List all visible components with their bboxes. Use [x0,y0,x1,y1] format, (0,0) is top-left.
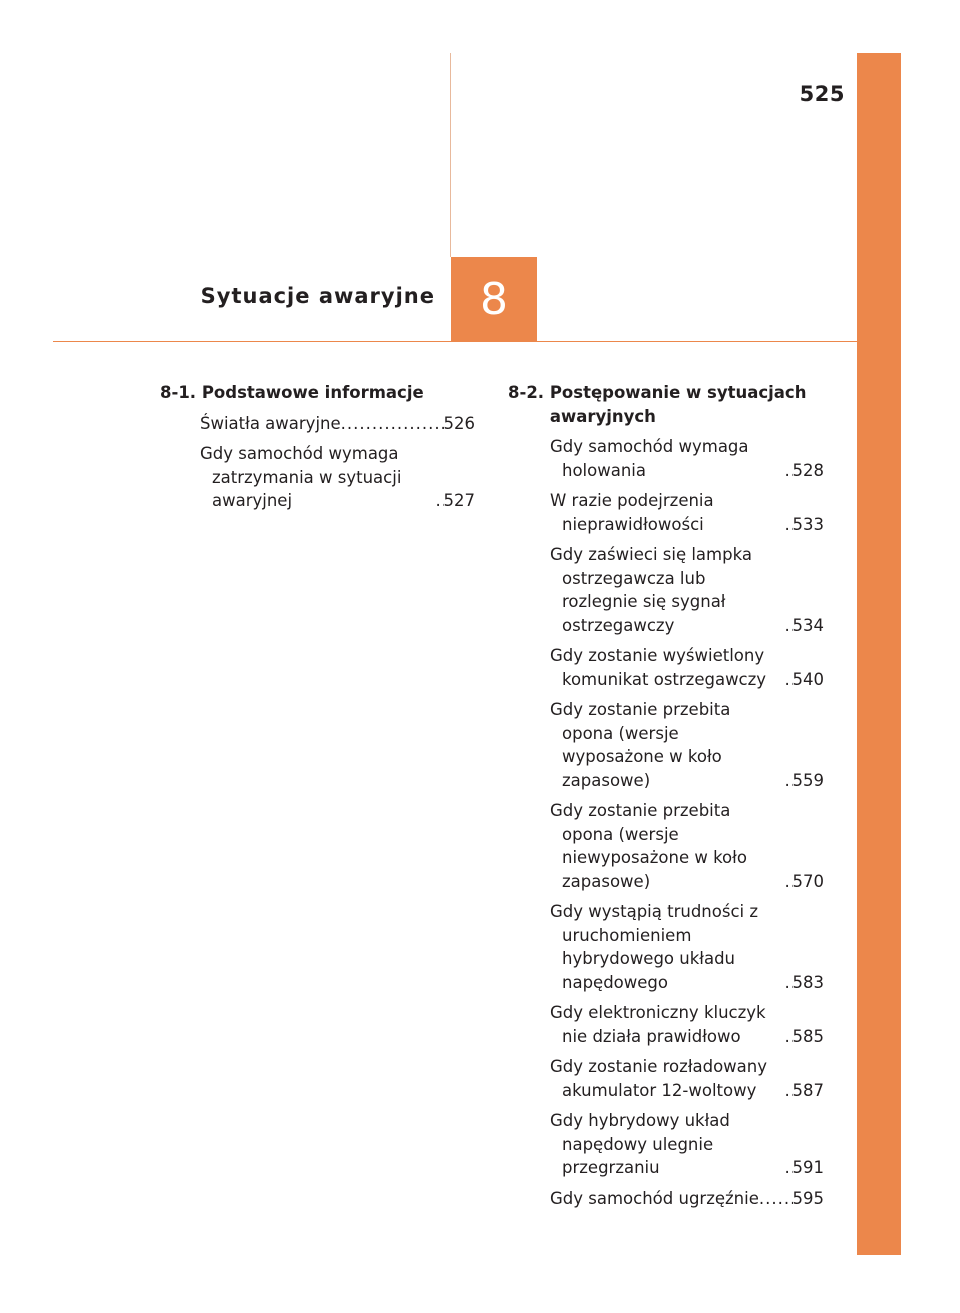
toc-entry-page: 526 [443,413,475,433]
toc-entry[interactable] [550,698,824,792]
toc-entry-page: 528 [792,460,824,480]
dot-leader [785,870,793,894]
toc-entry-title: Światła awaryjne [200,413,341,433]
dot-leader [785,513,793,537]
dot-leader [785,971,793,995]
page-number: 525 [799,82,845,106]
toc-entry-title: Gdy zostanie przebita opona (wersje wyposażone w koło zapasowe) [550,700,731,790]
toc-section-8-1 [160,381,475,513]
chapter-number: 8 [480,274,508,325]
toc-entry-title: Gdy elektroniczny kluczyk nie działa prawidłowo [550,1003,766,1046]
chapter-title: Sytuacje awaryjne [200,284,435,308]
toc-entry-title: W razie podejrzenia nieprawidłowości [550,491,714,534]
toc-entry-page: 583 [792,972,824,992]
toc-entry-title: Gdy zaświeci się lampka ostrzegawcza lub rozlegnie się sygnał ostrzegawczy [550,545,752,635]
section-title: Postępowanie w sytuacjach awaryjnych [549,383,807,426]
toc-entry[interactable] [550,489,824,536]
toc-entry[interactable] [550,1109,824,1180]
dot-leader [436,489,444,513]
header-divider-horizontal [53,341,857,342]
toc-entry[interactable] [200,442,475,513]
toc-entry-title: Gdy samochód wymaga zatrzymania w sytuacji awaryjnej [200,444,402,510]
toc-entry[interactable] [550,644,824,691]
dot-leader [785,769,793,793]
toc-entry[interactable] [550,1055,824,1102]
toc-entry-page: 595 [792,1188,824,1208]
toc-entry-page: 585 [792,1026,824,1046]
toc-entry-title: Gdy samochód wymaga holowania [550,437,749,480]
toc-entry[interactable] [550,900,824,994]
toc-entry[interactable] [550,543,824,637]
toc-entry-title: Gdy wystąpią trudności z uruchomieniem hybrydowego układu napędowego [550,902,759,992]
toc-entry-page: 587 [792,1080,824,1100]
toc-entry-page: 533 [792,514,824,534]
chapter-side-tab [857,53,901,1255]
toc-entry-page: 591 [792,1158,824,1177]
toc-entry-list [508,435,824,1210]
section-number: 8-2. [508,383,545,402]
toc-entry-page: 570 [792,871,824,891]
chapter-number-box [451,257,537,342]
toc-entry-page: 540 [792,669,824,689]
dot-leader [785,1025,793,1049]
toc-entry-title: Gdy samochód ugrzęźnie [550,1188,759,1208]
toc-entry[interactable] [550,1001,824,1048]
dot-leader [341,412,444,436]
section-heading [508,381,824,428]
toc-entry-list [160,412,475,513]
section-number: 8-1. [160,383,197,402]
toc-section-8-2 [508,381,824,1210]
toc-entry-page: 534 [792,615,824,635]
section-title: Podstawowe informacje [201,383,424,402]
toc-entry-page: 527 [443,491,475,510]
dot-leader [785,459,793,483]
toc-entry[interactable] [550,435,824,482]
header-divider-vertical [450,53,451,257]
dot-leader [785,668,793,692]
toc-entry[interactable] [550,1187,824,1211]
dot-leader [759,1187,793,1211]
toc-entry[interactable] [550,799,824,893]
toc-entry-title: Gdy zostanie przebita opona (wersje niewyposażone w koło zapasowe) [550,801,747,891]
toc-entry-page: 559 [792,770,824,790]
section-heading [160,381,475,405]
toc-entry-title: Gdy hybrydowy układ napędowy ulegnie przegrzaniu [550,1111,730,1177]
toc-entry[interactable] [200,412,475,436]
dot-leader [785,614,793,638]
dot-leader [785,1156,793,1180]
toc-entry-title: Gdy zostanie wyświetlony komunikat ostrzegawczy [550,646,767,689]
dot-leader [785,1079,793,1103]
toc-entry-title: Gdy zostanie rozładowany akumulator 12-woltowy [550,1057,768,1100]
